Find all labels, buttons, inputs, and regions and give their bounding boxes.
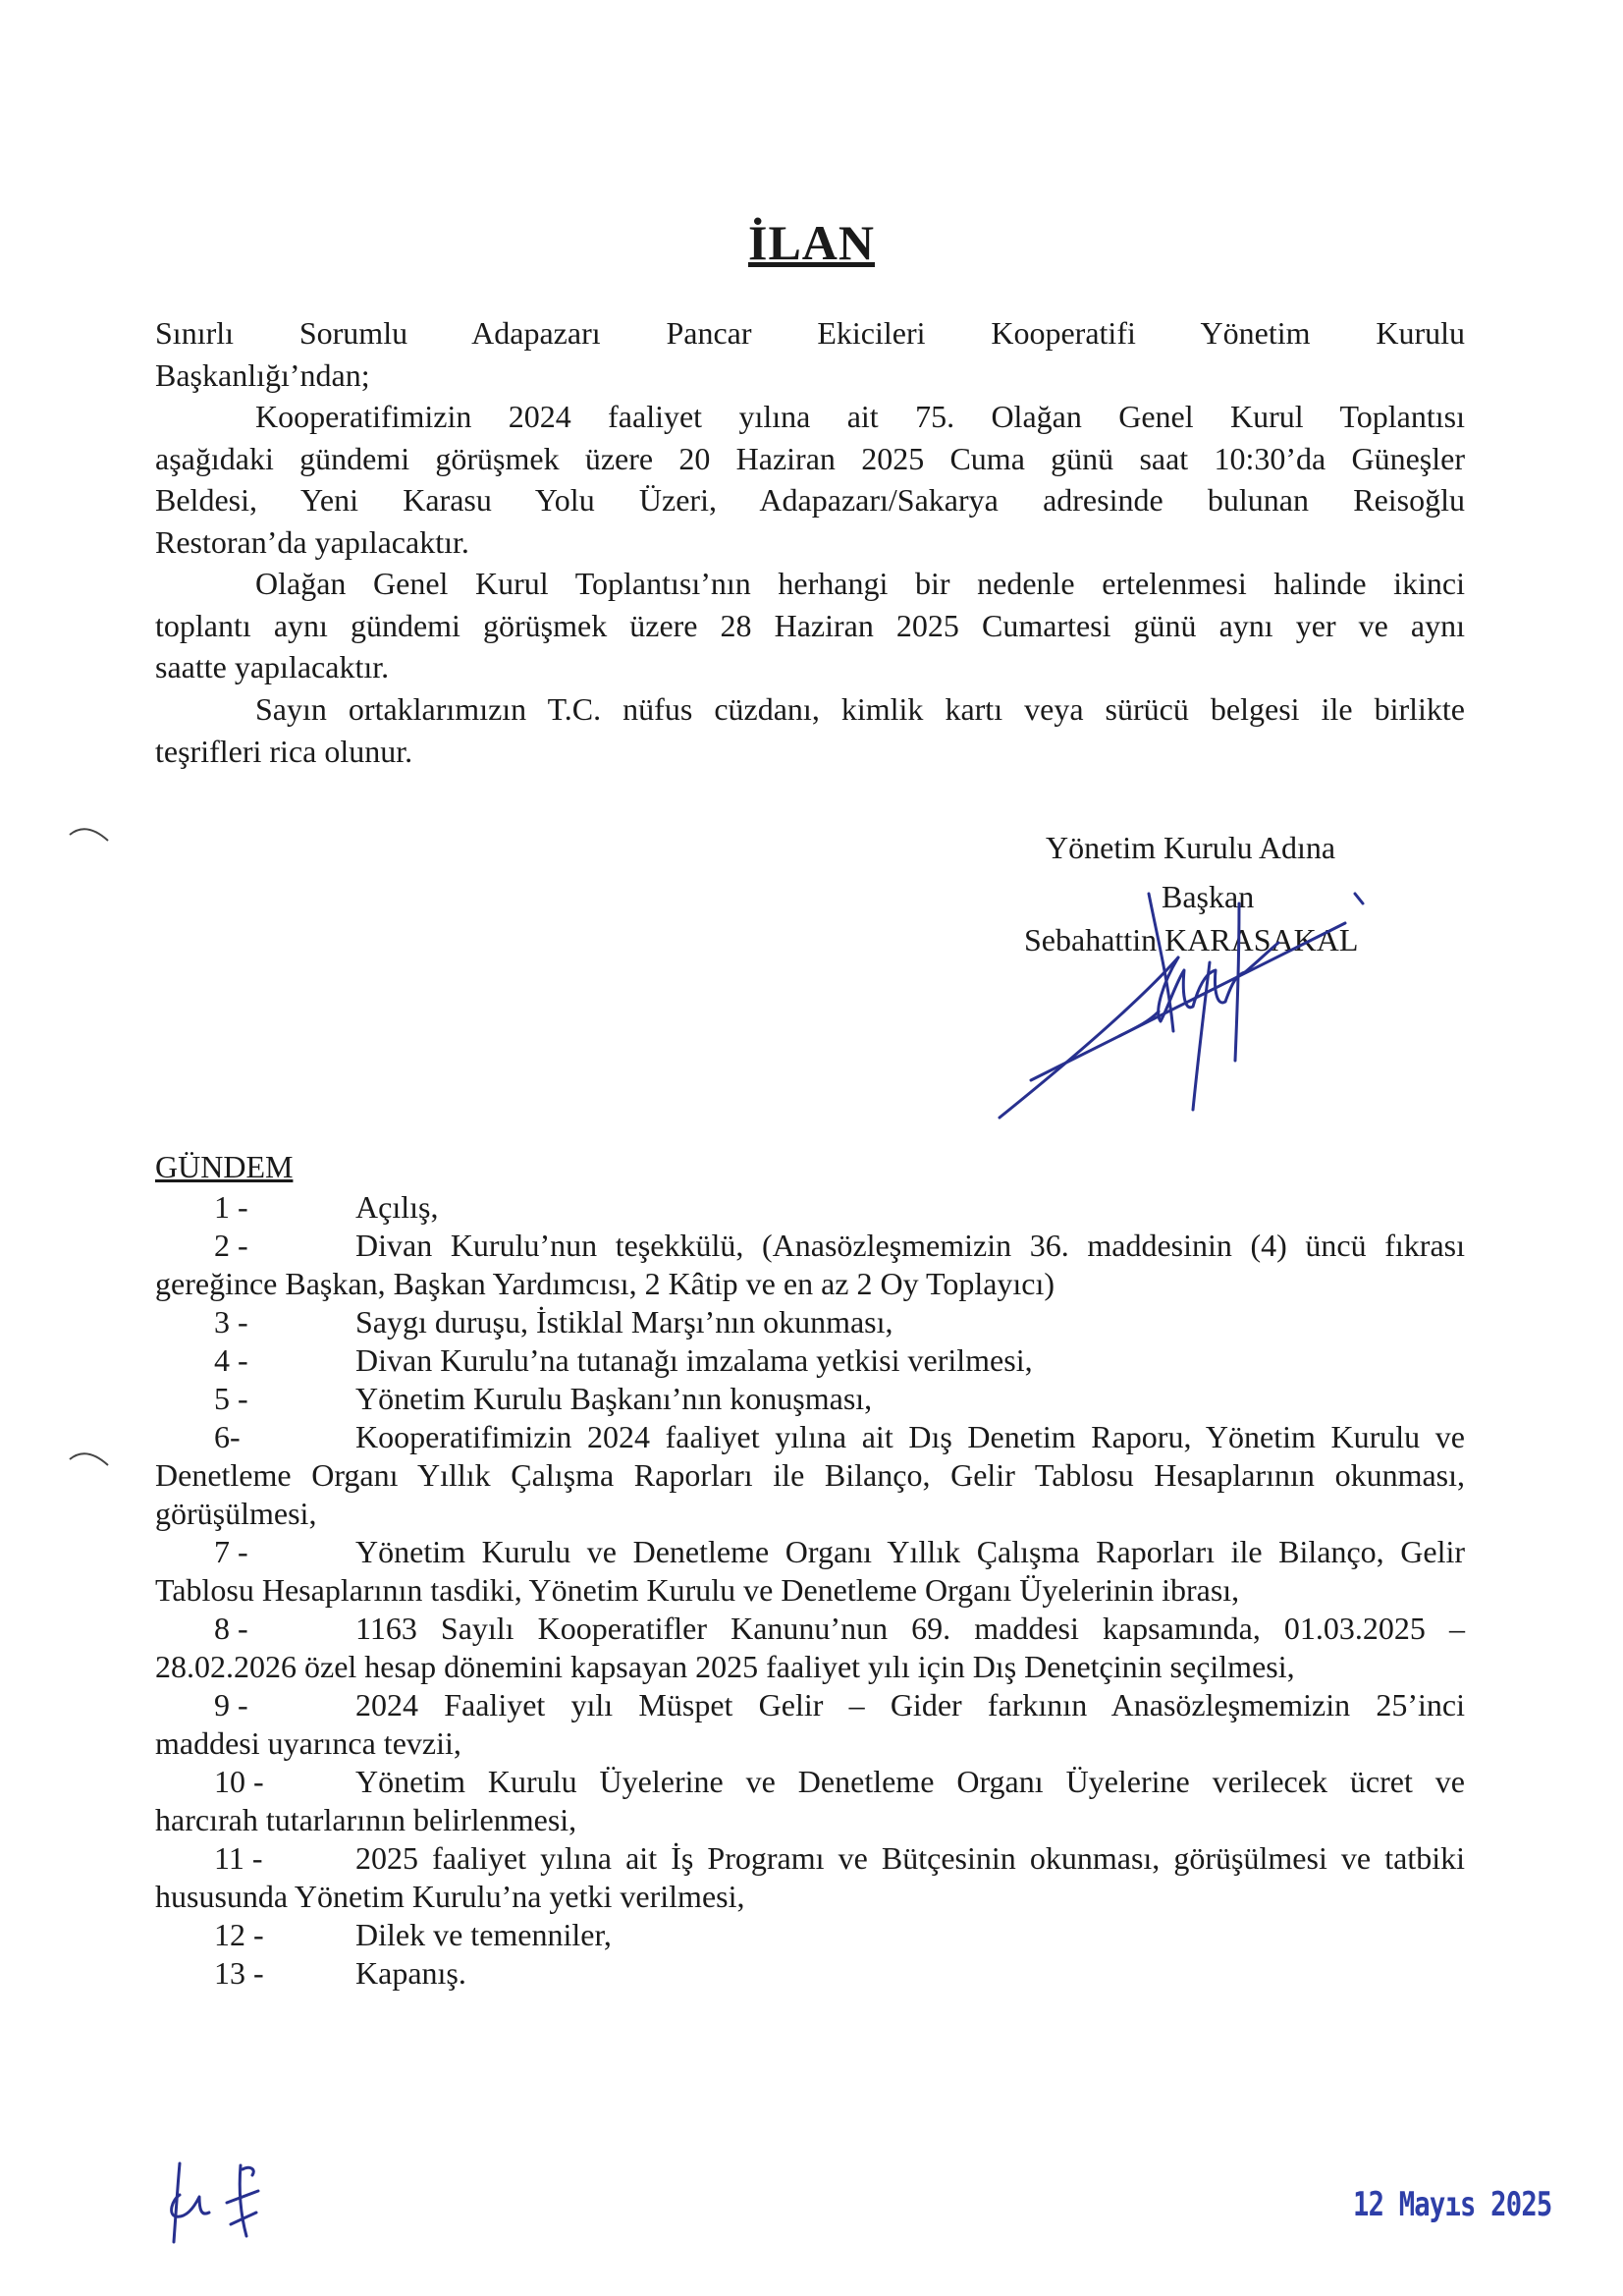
paragraph-line: Olağan Genel Kurul Toplantısı’nın herhangi bir nedenle ertelenmesi halinde ikinci	[255, 566, 1465, 601]
paragraph-line: Kooperatifimizin 2024 faaliyet yılına ait 75. Olağan Genel Kurul Toplantısı	[255, 399, 1465, 434]
item-number: 3 -	[214, 1304, 248, 1339]
list-item	[155, 1188, 1465, 1227]
intro	[155, 312, 1465, 396]
paragraph-line: toplantı aynı gündemi görüşmek üzere 28 Haziran 2025 Cumartesi günü aynı yer ve aynı	[155, 607, 1465, 643]
intro-line-2: Başkanlığı’ndan;	[155, 356, 370, 393]
paragraph-1	[155, 396, 1465, 563]
item-text: Divan Kurulu’na tutanağı imzalama yetkisi verilmesi,	[355, 1342, 1033, 1378]
paragraph-line: Sayın ortaklarımızın T.C. nüfus cüzdanı, kimlik kartı veya sürücü belgesi ile birlikte	[255, 691, 1465, 727]
item-number: 7 -	[214, 1534, 248, 1569]
item-text: Yönetim Kurulu ve Denetleme Organı Yıllık Çalışma Raporları ile Bilanço, Gelir	[355, 1534, 1465, 1569]
list-item	[155, 1610, 1465, 1686]
item-continuation: görüşülmesi,	[155, 1496, 317, 1531]
margin-mark	[67, 1442, 112, 1469]
signature-line-1: Yönetim Kurulu Adına	[1046, 830, 1336, 865]
item-continuation: Tablosu Hesaplarının tasdiki, Yönetim Kurulu ve Denetleme Organı Üyelerinin ibrası,	[155, 1572, 1240, 1608]
item-text: Kapanış.	[355, 1955, 466, 1991]
page-title: İLAN	[747, 215, 876, 270]
paragraph-2	[155, 563, 1465, 688]
list-item	[155, 1954, 1465, 1993]
list-item	[155, 1418, 1465, 1533]
list-item	[155, 1916, 1465, 1954]
item-text: 1163 Sayılı Kooperatifler Kanunu’nun 69. maddesi kapsamında, 01.03.2025 –	[355, 1611, 1465, 1646]
item-continuation: harcırah tutarlarının belirlenmesi,	[155, 1802, 577, 1837]
paragraph-line: saatte yapılacaktır.	[155, 649, 390, 684]
item-number: 12 -	[214, 1917, 264, 1952]
item-text: Kooperatifimizin 2024 faaliyet yılına ait Dış Denetim Raporu, Yönetim Kurulu ve	[355, 1419, 1465, 1454]
item-number: 11 -	[214, 1840, 263, 1876]
item-number: 8 -	[214, 1611, 248, 1646]
item-text: Açılış,	[355, 1189, 439, 1225]
item-number: 5 -	[214, 1381, 248, 1416]
item-number: 13 -	[214, 1955, 264, 1991]
margin-mark	[67, 817, 112, 845]
item-text: Yönetim Kurulu Başkanı’nın konuşması,	[355, 1381, 873, 1416]
handwritten-initials	[162, 2156, 280, 2249]
item-number: 9 -	[214, 1687, 248, 1722]
list-item	[155, 1227, 1465, 1303]
item-continuation: maddesi uyarınca tevzii,	[155, 1725, 461, 1761]
handwritten-signature	[992, 864, 1404, 1129]
item-number: 10 -	[214, 1764, 264, 1799]
list-item	[155, 1303, 1465, 1341]
item-number: 6-	[214, 1419, 241, 1454]
intro-line-1: Sınırlı Sorumlu Adapazarı Pancar Ekicileri Kooperatifi Yönetim Kurulu	[155, 315, 1465, 351]
paragraph-line: teşrifleri rica olunur.	[155, 733, 413, 769]
item-number: 4 -	[214, 1342, 248, 1378]
list-item	[155, 1341, 1465, 1380]
agenda-list	[155, 1188, 1465, 1993]
item-number: 1 -	[214, 1189, 248, 1225]
item-number: 2 -	[214, 1228, 248, 1263]
item-continuation: gereğince Başkan, Başkan Yardımcısı, 2 Kâtip ve en az 2 Oy Toplayıcı)	[155, 1266, 1055, 1301]
item-continuation: Denetleme Organı Yıllık Çalışma Raporları ile Bilanço, Gelir Tablosu Hesaplarının okunması,	[155, 1457, 1465, 1493]
agenda-heading: GÜNDEM	[155, 1149, 294, 1184]
signature-line-2: Başkan	[1162, 879, 1255, 914]
signature-line-3: Sebahattin KARASAKAL	[1024, 922, 1359, 957]
list-item	[155, 1533, 1465, 1610]
list-item	[155, 1839, 1465, 1916]
item-continuation: 28.02.2026 özel hesap dönemini kapsayan 2025 faaliyet yılı için Dış Denetçinin seçilmesi,	[155, 1649, 1295, 1684]
paragraph-line: aşağıdaki gündemi görüşmek üzere 20 Haziran 2025 Cuma günü saat 10:30’da Güneşler	[155, 440, 1465, 476]
item-text: 2025 faaliyet yılına ait İş Programı ve Bütçesinin okunması, görüşülmesi ve tatbiki	[355, 1840, 1465, 1876]
list-item	[155, 1380, 1465, 1418]
paragraph-line: Beldesi, Yeni Karasu Yolu Üzeri, Adapazarı/Sakarya adresinde bulunan Reisoğlu	[155, 482, 1465, 518]
date-stamp: 12 Mayıs 2025	[1353, 2185, 1552, 2224]
list-item	[155, 1686, 1465, 1763]
item-continuation: hususunda Yönetim Kurulu’na yetki verilmesi,	[155, 1879, 745, 1914]
paragraph-3	[155, 688, 1465, 772]
item-text: Divan Kurulu’nun teşekkülü, (Anasözleşmemizin 36. maddesinin (4) üncü fıkrası	[355, 1228, 1465, 1263]
list-item	[155, 1763, 1465, 1839]
item-text: Yönetim Kurulu Üyelerine ve Denetleme Organı Üyelerine verilecek ücret ve	[355, 1764, 1465, 1799]
paragraph-line: Restoran’da yapılacaktır.	[155, 523, 469, 560]
item-text: 2024 Faaliyet yılı Müspet Gelir – Gider farkının Anasözleşmemizin 25’inci	[355, 1687, 1465, 1722]
item-text: Dilek ve temenniler,	[355, 1917, 612, 1952]
item-text: Saygı duruşu, İstiklal Marşı’nın okunması,	[355, 1304, 893, 1339]
